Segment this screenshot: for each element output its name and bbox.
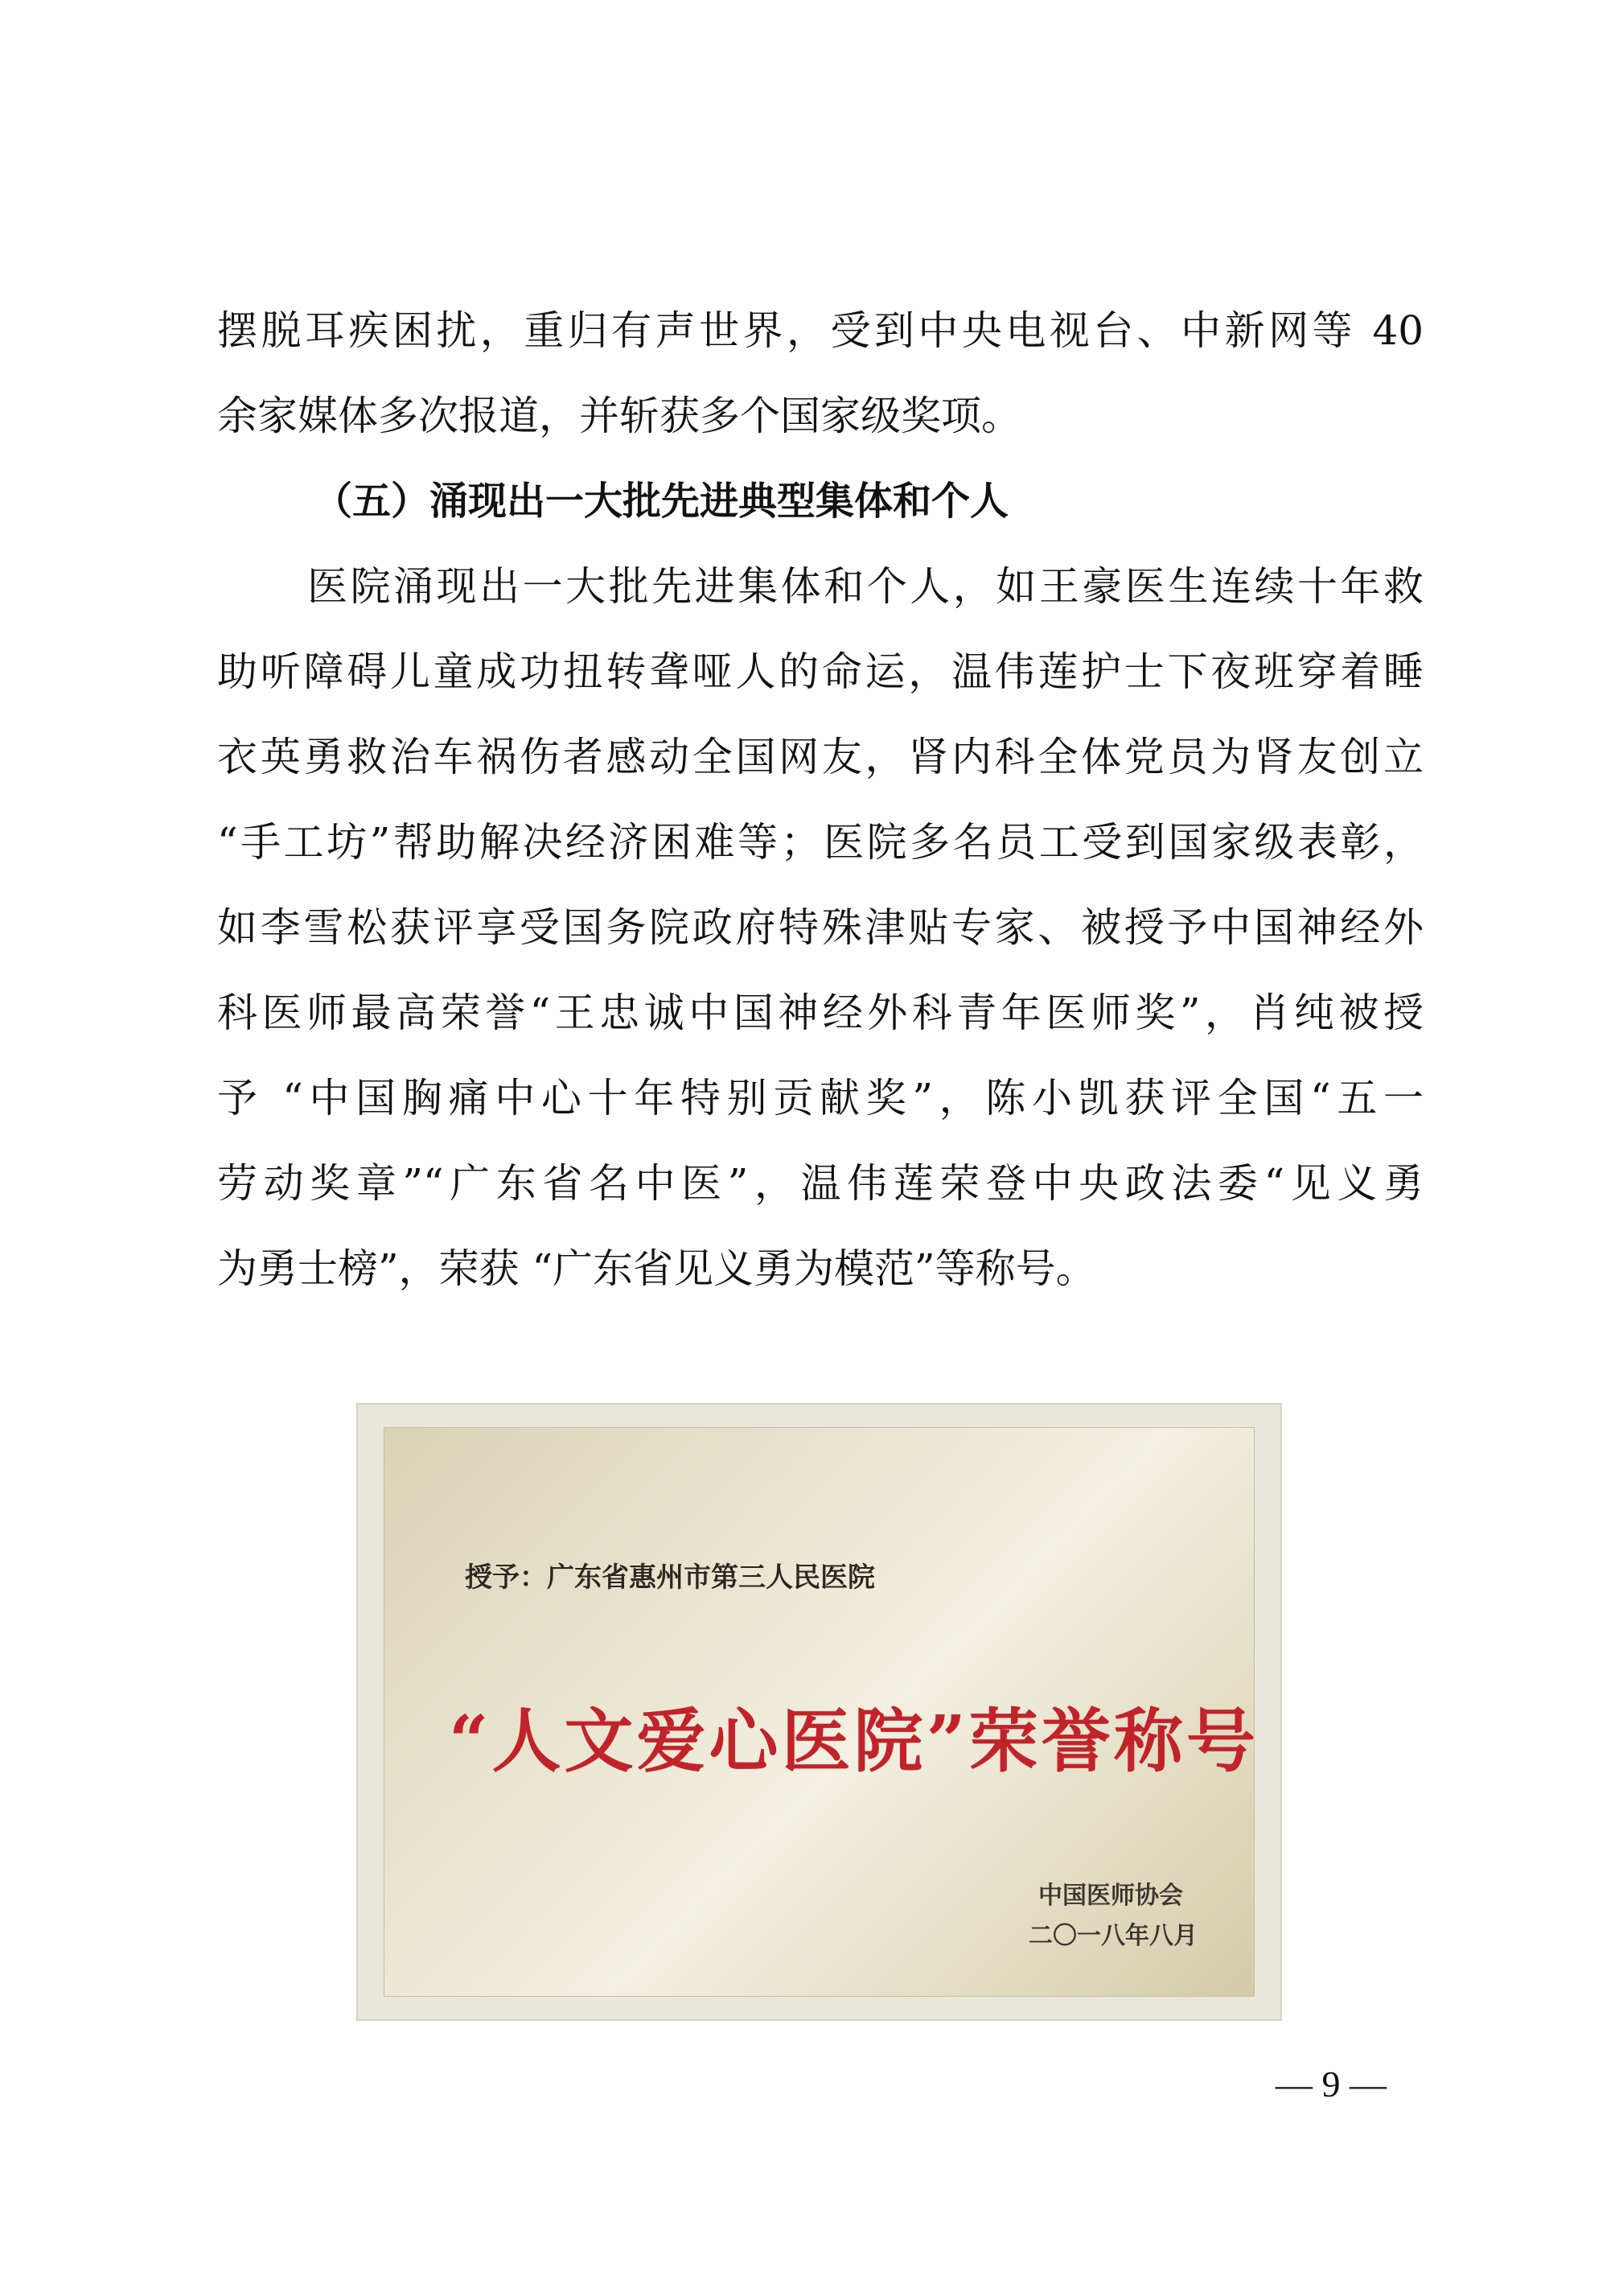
plaque-issuer: 中国医师协会 [1038, 1882, 1183, 1910]
plaque-title: “人文爱心医院”荣誉称号 [449, 1701, 1259, 1782]
paragraph-line: 科医师最高荣誉“王忠诚中国神经外科青年医师奖”，肖纯被授 [217, 990, 1424, 1036]
paragraph-line: 如李雪松获评享受国务院政府特殊津贴专家、被授予中国神经外 [217, 904, 1424, 951]
paragraph-line: “手工坊”帮助解决经济困难等；医院多名员工受到国家级表彰， [217, 819, 1424, 866]
honor-plaque [384, 1427, 1259, 1997]
page-number: — 9 — [1276, 2064, 1387, 2105]
honor-plaque-photo [356, 1403, 1282, 2021]
plaque-recipient: 授予：广东省惠州市第三人民医院 [465, 1562, 875, 1594]
document-body [217, 288, 1424, 1311]
paragraph-line: 为勇士榜”，荣获 “广东省见义勇为模范”等称号。 [217, 1245, 1096, 1292]
plaque-date: 二〇一八年八月 [1029, 1922, 1198, 1950]
paragraph-line: 医院涌现出一大批先进集体和个人，如王豪医生连续十年救 [307, 563, 1424, 610]
paragraph-line: 余家媒体多次报道，并斩获多个国家级奖项。 [217, 393, 1021, 439]
paragraph-line: 衣英勇救治车祸伤者感动全国网友，肾内科全体党员为肾友创立 [217, 734, 1424, 780]
paragraph-line: 劳动奖章”“广东省名中医”，温伟莲荣登中央政法委“见义勇 [217, 1160, 1424, 1207]
paragraph-line: 予 “中国胸痛中心十年特别贡献奖”，陈小凯获评全国“五一 [217, 1075, 1424, 1121]
section-heading: （五）涌现出一大批先进典型集体和个人 [314, 479, 1009, 524]
paragraph-line: 助听障碍儿童成功扭转聋哑人的命运，温伟莲护士下夜班穿着睡 [217, 648, 1424, 695]
paragraph-line: 摆脱耳疾困扰，重归有声世界，受到中央电视台、中新网等 40 [217, 307, 1424, 354]
